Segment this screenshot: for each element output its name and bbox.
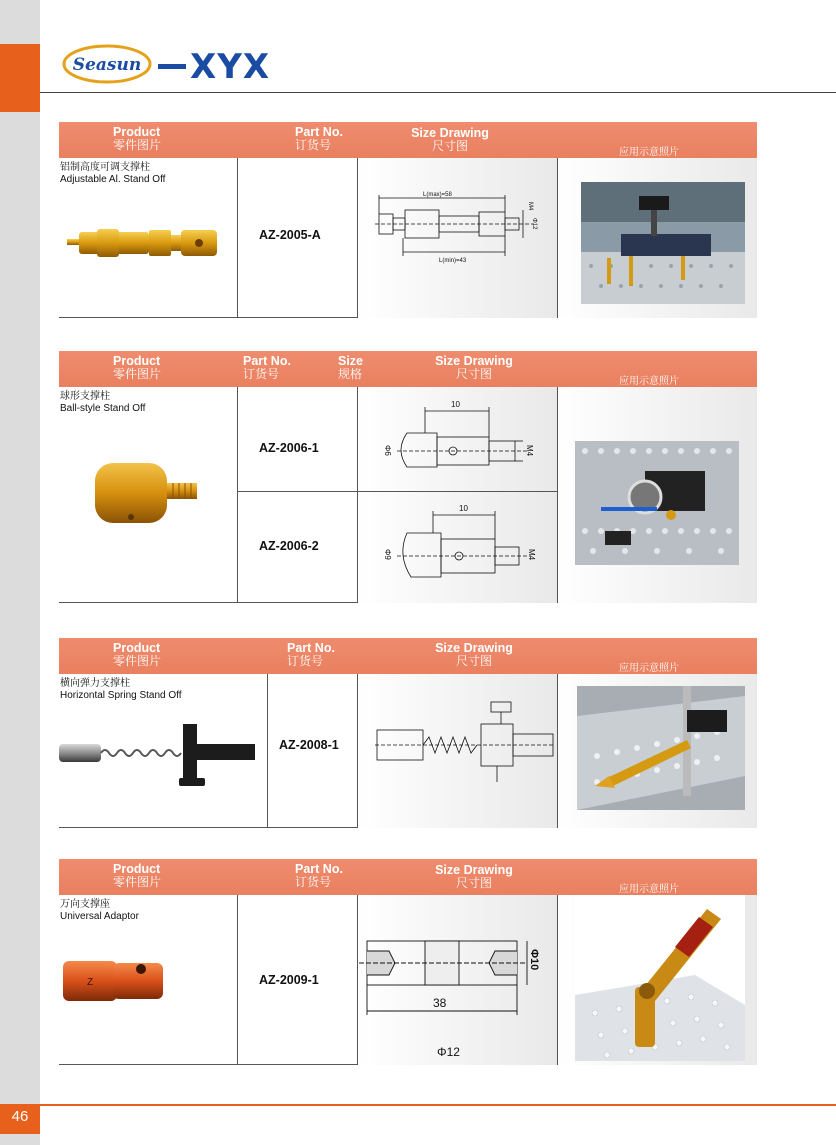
dim-lmax: L(max)=58 [423, 192, 452, 198]
product-name: 铝制高度可调支撑柱 Adjustable Al. Stand Off [60, 162, 166, 185]
product-section-1 [59, 122, 757, 318]
col-drawing: Size Drawing 尺寸图 [435, 641, 513, 668]
section-header [59, 122, 757, 158]
size-drawing [373, 190, 553, 270]
col-size: Size 规格 [338, 354, 364, 381]
size-drawing-1 [377, 395, 557, 485]
application-photo [577, 686, 745, 810]
col-application: 应用示意照片 [619, 147, 679, 158]
dim-m4: M4 [525, 445, 534, 457]
dim-m4: M4 [527, 549, 536, 561]
col-drawing: Size Drawing 尺寸图 [435, 354, 513, 381]
dim-len: 10 [459, 504, 468, 513]
col-part: Part No. 订货号 [295, 862, 343, 889]
col-part: Part No. 订货号 [243, 354, 291, 381]
product-photo [67, 218, 217, 268]
size-drawing [375, 694, 555, 784]
col-part: Part No. 订货号 [287, 641, 335, 668]
logo-dash [158, 64, 186, 69]
dim-lmin: L(min)=43 [439, 258, 467, 264]
col-product: Product 零件图片 [113, 354, 162, 381]
part-number: AZ-2006-1 [259, 441, 319, 455]
footer-rule [40, 1104, 836, 1106]
size-drawing [359, 935, 549, 1035]
col-drawing: Size Drawing 尺寸图 [435, 863, 513, 890]
product-photo [95, 461, 205, 525]
dim-d6: Φ6 [383, 445, 392, 456]
product-photo [59, 720, 269, 790]
size-drawing-2 [377, 499, 557, 589]
page-number: 46 [0, 1104, 40, 1134]
product-name: 万向支撑座 Universal Adaptor [60, 899, 139, 922]
col-application: 应用示意照片 [619, 884, 679, 895]
section-header [59, 351, 757, 387]
product-section-4 [59, 859, 757, 1065]
product-section-2 [59, 351, 757, 603]
col-drawing: Size Drawing 尺寸图 [411, 126, 489, 153]
left-accent-tab [0, 44, 40, 112]
part-number: AZ-2006-2 [259, 539, 319, 553]
seasun-logo [62, 44, 152, 84]
col-product: Product 零件图片 [113, 641, 162, 668]
product-name: 球形支撑柱 Ball-style Stand Off [60, 391, 146, 414]
part-number: AZ-2005-A [259, 228, 321, 242]
section-body [59, 674, 757, 828]
part-number: AZ-2008-1 [279, 738, 339, 752]
dim-d9: Φ9 [383, 549, 392, 560]
header-rule [40, 92, 836, 93]
product-section-3 [59, 638, 757, 828]
section-header [59, 859, 757, 895]
product-photo [63, 955, 163, 1005]
dim-len: 10 [451, 400, 460, 409]
application-photo [575, 441, 739, 565]
section-header [59, 638, 757, 674]
dim-m4: M4 [527, 202, 533, 211]
col-application: 应用示意照片 [619, 376, 679, 387]
part-number: AZ-2009-1 [259, 973, 319, 987]
application-photo [581, 182, 745, 304]
col-product: Product 零件图片 [113, 125, 162, 152]
dim-d10: Φ10 [528, 949, 540, 971]
section-body [59, 387, 757, 603]
dim-d12: Φ12 [531, 218, 537, 230]
section-body [59, 895, 757, 1065]
product-name: 横向弹力支撑柱 Horizontal Spring Stand Off [60, 678, 182, 701]
left-margin-strip [0, 0, 40, 1145]
section-body [59, 158, 757, 318]
dim-note: Φ12 [437, 1045, 460, 1059]
svg-text:Z: Z [87, 977, 94, 988]
logo-text: Seasun [72, 55, 142, 75]
brand-suffix: XYX [190, 47, 271, 87]
dim-38: 38 [433, 996, 447, 1010]
application-photo [575, 895, 745, 1061]
col-part: Part No. 订货号 [295, 125, 343, 152]
col-product: Product 零件图片 [113, 862, 162, 889]
col-application: 应用示意照片 [619, 663, 679, 674]
